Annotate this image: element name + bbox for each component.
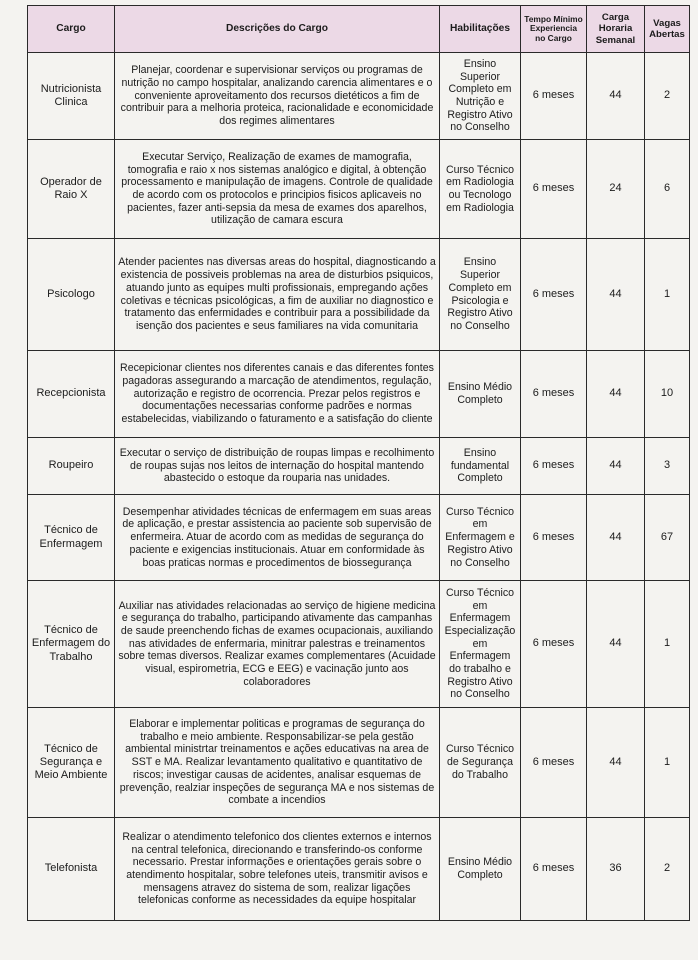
cell-cargo: Recepcionista [28, 351, 115, 438]
table-row [28, 239, 690, 351]
header-tempo: Tempo Mínimo Experiencia no Cargo [521, 6, 587, 53]
cell-descricao: Recepicionar clientes nos diferentes canais e das diferentes fontes pagadoras assegurando a marcação de atendimentos, regulação, autorização e registro de ocorrencia. Prezar pelos registros e documentações necessarias conforme padrões e normas estabelecidas, viabilizando o faturamento e a satisfação do cliente [115, 351, 440, 438]
cell-carga: 24 [587, 140, 645, 239]
cell-habilitacoes: Curso Técnico em Enfermagem e Registro Ativo no Conselho [440, 495, 521, 581]
cell-vagas: 2 [645, 53, 690, 140]
cell-tempo: 6 meses [521, 581, 587, 708]
cell-habilitacoes: Ensino Médio Completo [440, 818, 521, 921]
header-habilitacoes: Habilitações [440, 6, 521, 53]
cell-vagas: 1 [645, 708, 690, 818]
cell-carga: 44 [587, 495, 645, 581]
table-row [28, 708, 690, 818]
cell-carga: 44 [587, 438, 645, 495]
table-row [28, 53, 690, 140]
cell-descricao: Auxiliar nas atividades relacionadas ao serviço de higiene medicina e segurança do trabalho, participando ativamente das campanhas de saude preenchendo fichas de exames ocupacionais, auxiliando nas atividades de enfermaria, minitrar palestras e treinamentos sobre temas diversos. Realizar exames complementares (Acuidade visual, espirometria, ECG e EEG) e vacinação junto aos colaboradores [115, 581, 440, 708]
cell-descricao: Atender pacientes nas diversas areas do hospital, diagnosticando a existencia de possiveis problemas na area de disturbios psiquicos, atuando junto as equipes multi profissionais, empregando ações coletivas e técnicas psicológicas, a fim de auxiliar no diagnostico e tratamento das enfermidades e contribuir para a possibilidade da isenção dos pacientes e seus familiares na vida comunitaria [115, 239, 440, 351]
cell-tempo: 6 meses [521, 239, 587, 351]
cell-vagas: 6 [645, 140, 690, 239]
cell-habilitacoes: Curso Técnico em Enfermagem Especialização em Enfermagem do trabalho e Registro Ativo no Conselho [440, 581, 521, 708]
cell-habilitacoes: Ensino fundamental Completo [440, 438, 521, 495]
table-row [28, 495, 690, 581]
header-descricao: Descrições do Cargo [115, 6, 440, 53]
header-carga: Carga Horaria Semanal [587, 6, 645, 53]
cell-tempo: 6 meses [521, 53, 587, 140]
cell-carga: 44 [587, 239, 645, 351]
header-vagas: Vagas Abertas [645, 6, 690, 53]
table-row [28, 140, 690, 239]
cell-descricao: Planejar, coordenar e supervisionar serviços ou programas de nutrição no campo hospitalar, analizando carencia alimentares e o conveniente aproveitamento dos recursos dietéticos a fim de contribuir para a melhoria proteica, racionalidade e economicidade dos regimes alimentares [115, 53, 440, 140]
cell-descricao: Executar Serviço, Realização de exames de mamografia, tomografia e raio x nos sistemas analógico e digital, à obtenção processamento e manipulação de imagens. Controle de qualidade de acordo com os protocolos e principios fisicos aplicaveis no pacientes, fazer anti-sepsia da mesa de exames dos aparelhos, utilização de camara escura [115, 140, 440, 239]
cell-habilitacoes: Curso Técnico de Segurança do Trabalho [440, 708, 521, 818]
cell-vagas: 2 [645, 818, 690, 921]
cell-tempo: 6 meses [521, 818, 587, 921]
cell-vagas: 1 [645, 239, 690, 351]
table-row [28, 351, 690, 438]
header-cargo: Cargo [28, 6, 115, 53]
cell-cargo: Técnico de Segurança e Meio Ambiente [28, 708, 115, 818]
cell-habilitacoes: Ensino Médio Completo [440, 351, 521, 438]
cell-carga: 44 [587, 53, 645, 140]
cell-habilitacoes: Ensino Superior Completo em Nutrição e Registro Ativo no Conselho [440, 53, 521, 140]
cell-vagas: 10 [645, 351, 690, 438]
table-row [28, 438, 690, 495]
cell-vagas: 3 [645, 438, 690, 495]
cell-habilitacoes: Curso Técnico em Radiologia ou Tecnologo em Radiologia [440, 140, 521, 239]
cell-tempo: 6 meses [521, 708, 587, 818]
cell-tempo: 6 meses [521, 495, 587, 581]
cell-tempo: 6 meses [521, 140, 587, 239]
cell-carga: 44 [587, 581, 645, 708]
table-row [28, 818, 690, 921]
cell-vagas: 67 [645, 495, 690, 581]
table-row [28, 581, 690, 708]
cell-cargo: Operador de Raio X [28, 140, 115, 239]
cell-descricao: Elaborar e implementar politicas e programas de segurança do trabalho e meio ambiente. Responsabilizar-se pela gestão ambiental ministrtar treinamentos e ações educativas na area de SST e MA. Realizar levantamento qualitativo e quantitativo de riscos; investigar causas de acidentes, analisar esquemas de prevenção, realziar inspeções de segurança MA e nos sistemas de combate a incendios [115, 708, 440, 818]
cell-tempo: 6 meses [521, 351, 587, 438]
cell-descricao: Executar o serviço de distribuição de roupas limpas e recolhimento de roupas sujas nos leitos de internação do hospital mantendo abastecido o estoque da rouparia nas unidades. [115, 438, 440, 495]
cell-cargo: Técnico de Enfermagem [28, 495, 115, 581]
cell-habilitacoes: Ensino Superior Completo em Psicologia e Registro Ativo no Conselho [440, 239, 521, 351]
cell-tempo: 6 meses [521, 438, 587, 495]
cell-carga: 44 [587, 708, 645, 818]
cell-cargo: Psicologo [28, 239, 115, 351]
cell-cargo: Roupeiro [28, 438, 115, 495]
cell-descricao: Desempenhar atividades técnicas de enfermagem em suas areas de aplicação, e prestar assistencia ao paciente sob supervisão de enfermeira. Atuar de acordo com as medidas de segurança do paciente e exigencias institucionais. Atuar em conformidade às boas praticas normas e procedimentos de biossegurança [115, 495, 440, 581]
cell-carga: 36 [587, 818, 645, 921]
cell-cargo: Nutricionista Clinica [28, 53, 115, 140]
cell-vagas: 1 [645, 581, 690, 708]
cell-cargo: Telefonista [28, 818, 115, 921]
table-header-row [28, 6, 690, 53]
cell-carga: 44 [587, 351, 645, 438]
job-openings-table [27, 5, 690, 921]
cell-descricao: Realizar o atendimento telefonico dos clientes externos e internos na central telefonica, direcionando e transferindo-os conforme necessario. Prestar informações e orientações gerais sobre o atendimento hospitalar, sobre telefones uteis, transmitir avisos e mensagens atravez do sistema de som, realizar ligações telefonicas conforme as necessidades da equipe hospitalar [115, 818, 440, 921]
cell-cargo: Técnico de Enfermagem do Trabalho [28, 581, 115, 708]
